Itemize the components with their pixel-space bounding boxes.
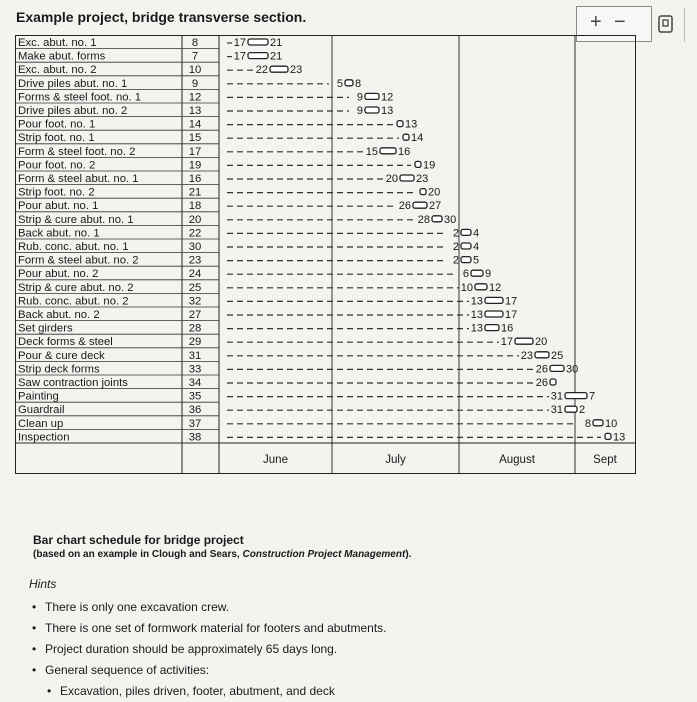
zoom-out-button[interactable]: −: [614, 11, 626, 33]
hints-list: [30, 597, 386, 702]
schedule-bar: [365, 107, 379, 113]
bar-end-label: 21: [270, 37, 283, 49]
schedule-bar: [485, 325, 499, 331]
bar-end-label: 12: [489, 281, 502, 294]
caption-title: Bar chart schedule for bridge project: [33, 533, 244, 547]
schedule-bar: [485, 297, 503, 303]
bar-end-label: 14: [411, 132, 424, 145]
bar-start-label: 17: [500, 336, 513, 349]
hint-item: • There is only one excavation crew.: [30, 597, 386, 618]
figure-title: Example project, bridge transverse section.: [16, 9, 307, 25]
activity-duration: 33: [188, 363, 202, 376]
activity-name: Inspection: [18, 431, 70, 444]
activity-name: Pour foot. no. 2: [18, 159, 96, 172]
activity-name: Pour foot. no. 1: [18, 118, 96, 131]
activity-duration: 38: [188, 431, 202, 444]
activity-name: Rub. conc. abut. no. 2: [18, 295, 129, 308]
schedule-bar: [550, 365, 564, 371]
hint-item: • There is one set of formwork material for footers and abutments.: [30, 618, 386, 639]
bar-end-label: 16: [398, 145, 411, 158]
activity-name: Form & steel abut. no. 2: [18, 254, 139, 267]
schedule-row: [15, 214, 456, 226]
bar-start-label: 2: [452, 241, 459, 253]
bar-end-label: 13: [613, 431, 626, 444]
schedule-bar: [400, 175, 414, 181]
activity-name: Pour abut. no. 2: [18, 268, 99, 281]
bar-end-label: 10: [605, 417, 618, 430]
schedule-row: [15, 200, 441, 212]
bar-start-label: 26: [535, 377, 548, 389]
schedule-bar: [461, 257, 471, 263]
schedule-row: [15, 268, 491, 280]
bar-end-label: 19: [423, 159, 436, 172]
activity-duration: 30: [188, 241, 202, 253]
month-label: Sept: [593, 454, 617, 466]
activity-duration: 10: [188, 64, 202, 77]
activity-name: Form & steel foot. no. 2: [18, 145, 136, 158]
schedule-bar: [605, 433, 611, 439]
bar-end-label: 4: [473, 241, 480, 253]
activity-name: Pour & cure deck: [18, 349, 105, 362]
bar-end-label: 20: [428, 186, 441, 199]
schedule-row: [15, 404, 585, 416]
bar-end-label: 13: [381, 105, 394, 117]
activity-name: Painting: [18, 390, 59, 403]
bar-end-label: 17: [505, 309, 518, 321]
hint-sub-item: • Excavation, piles driven, footer, abutment, and deck: [30, 681, 386, 702]
bar-end-label: 5: [473, 254, 480, 267]
activity-name: Clean up: [18, 417, 64, 430]
activity-name: Form & steel abut. no. 1: [18, 173, 139, 185]
bar-start-label: 9: [356, 105, 363, 117]
schedule-bar: [550, 379, 556, 385]
copy-icon[interactable]: [655, 13, 677, 35]
schedule-row: [15, 227, 479, 239]
activity-duration: 27: [188, 309, 202, 321]
schedule-bar: [475, 284, 487, 290]
schedule-row: [15, 78, 361, 90]
activity-name: Saw contraction joints: [18, 377, 128, 389]
bar-end-label: 21: [270, 50, 283, 63]
schedule-bar: [535, 352, 549, 358]
hint-item: • Project duration should be approximately 65 days long.: [30, 639, 386, 660]
gantt-chart: [15, 0, 655, 510]
schedule-row: [15, 391, 595, 403]
activity-duration: 25: [188, 281, 202, 294]
activity-duration: 7: [191, 50, 199, 63]
bar-start-label: 17: [233, 37, 246, 49]
bar-end-label: 23: [416, 173, 429, 185]
caption-suffix: ).: [405, 549, 412, 560]
activity-name: Drive piles abut. no. 1: [18, 77, 128, 90]
bar-end-label: 23: [290, 64, 303, 77]
schedule-bar: [365, 93, 379, 99]
schedule-bar: [432, 216, 442, 222]
bar-end-label: 4: [473, 227, 480, 240]
caption-book: Construction Project Management: [242, 549, 406, 560]
bar-start-label: 2: [452, 227, 459, 240]
bar-start-label: 15: [365, 145, 378, 158]
bar-end-label: 20: [535, 336, 548, 349]
activity-duration: 18: [188, 200, 202, 213]
activity-duration: 37: [188, 417, 202, 430]
schedule-row: [15, 309, 517, 321]
schedule-bar: [515, 338, 533, 344]
schedule-bar: [461, 229, 471, 235]
schedule-bar: [565, 393, 587, 399]
bar-start-label: 9: [356, 91, 363, 104]
schedule-bar: [380, 148, 396, 154]
activity-duration: 32: [188, 295, 202, 308]
schedule-row: [15, 295, 517, 307]
schedule-bar: [413, 202, 427, 208]
activity-duration: 35: [188, 390, 202, 403]
hints-heading: Hints: [29, 577, 57, 591]
schedule-bar: [403, 134, 409, 140]
month-label: August: [499, 454, 535, 466]
activity-duration: 17: [188, 145, 202, 158]
schedule-row: [15, 146, 410, 158]
chart-rows: [15, 37, 625, 443]
activity-duration: 19: [188, 159, 202, 172]
activity-duration: 28: [188, 322, 202, 335]
activity-name: Forms & steel foot. no. 1: [18, 91, 142, 104]
bar-end-label: 16: [501, 322, 514, 335]
schedule-row: [15, 255, 479, 267]
schedule-row: [15, 91, 393, 103]
activity-name: Make abut. forms: [18, 50, 106, 63]
activity-duration: 29: [188, 336, 202, 349]
bar-end-label: 25: [551, 349, 564, 362]
schedule-bar: [420, 189, 426, 195]
activity-name: Back abut. no. 1: [18, 227, 100, 240]
schedule-bar: [461, 243, 471, 249]
activity-name: Exc. abut. no. 2: [18, 64, 97, 77]
activity-duration: 21: [188, 186, 202, 199]
schedule-row: [15, 336, 547, 348]
schedule-row: [15, 418, 617, 430]
schedule-row: [15, 350, 563, 362]
schedule-row: [15, 282, 501, 294]
activity-name: Pour abut. no. 1: [18, 200, 99, 213]
schedule-row: [15, 51, 282, 63]
activity-name: Guardrail: [18, 404, 65, 417]
activity-name: Drive piles abut. no. 2: [18, 105, 128, 117]
schedule-bar: [345, 80, 353, 86]
bar-start-label: 22: [255, 64, 268, 77]
schedule-bar: [397, 121, 403, 127]
bar-start-label: 26: [535, 363, 548, 376]
bar-end-label: 13: [405, 118, 418, 131]
schedule-bar: [593, 420, 603, 426]
bar-start-label: 6: [462, 268, 469, 281]
bar-start-label: 23: [520, 349, 533, 362]
schedule-bar: [565, 406, 577, 412]
activity-duration: 22: [188, 227, 202, 240]
bar-start-label: 31: [550, 404, 563, 417]
bar-start-label: 5: [336, 77, 343, 90]
bar-start-label: 13: [470, 322, 483, 335]
activity-duration: 8: [191, 37, 199, 49]
activity-name: Back abut. no. 2: [18, 309, 100, 321]
schedule-row: [15, 173, 428, 185]
schedule-row: [15, 363, 578, 375]
bar-start-label: 13: [470, 295, 483, 308]
activity-duration: 20: [188, 213, 202, 226]
bar-start-label: 31: [550, 390, 563, 403]
month-axis: [263, 454, 618, 466]
activity-duration: 24: [188, 268, 202, 281]
bar-start-label: 20: [385, 173, 398, 185]
activity-duration: 34: [188, 377, 202, 389]
activity-duration: 12: [188, 91, 202, 104]
bar-start-label: 10: [460, 281, 473, 294]
bar-end-label: 12: [381, 91, 394, 104]
caption-subtitle: [33, 549, 411, 560]
bar-end-label: 7: [589, 390, 596, 403]
activity-duration: 9: [191, 77, 199, 90]
schedule-row: [15, 241, 479, 253]
zoom-in-button[interactable]: +: [590, 11, 602, 33]
schedule-row: [15, 37, 282, 49]
bar-start-label: 26: [398, 200, 411, 213]
bar-start-label: 13: [470, 309, 483, 321]
activity-name: Strip & cure abut. no. 1: [18, 213, 134, 226]
activity-name: Rub. conc. abut. no. 1: [18, 241, 129, 253]
bar-start-label: 17: [233, 50, 246, 63]
activity-name: Deck forms & steel: [18, 336, 113, 349]
schedule-row: [15, 105, 393, 117]
activity-name: Strip foot. no. 2: [18, 186, 95, 199]
activity-name: Strip deck forms: [18, 363, 100, 376]
schedule-bar: [415, 161, 421, 167]
schedule-bar: [270, 66, 288, 72]
schedule-bar: [248, 53, 268, 59]
bar-end-label: 30: [444, 213, 457, 226]
bar-start-label: 2: [452, 254, 459, 267]
schedule-bar: [485, 311, 503, 317]
caption-prefix: (based on an example in Clough and Sears,: [33, 549, 243, 560]
schedule-row: [15, 431, 625, 443]
activity-duration: 15: [188, 132, 202, 145]
hint-item: • General sequence of activities:: [30, 660, 386, 681]
bar-end-label: 9: [485, 268, 492, 281]
bar-end-label: 30: [566, 363, 579, 376]
panel-edge: [684, 8, 697, 42]
activity-duration: 23: [188, 254, 202, 267]
activity-duration: 14: [188, 118, 202, 131]
activity-duration: 31: [188, 349, 202, 362]
activity-name: Exc. abut. no. 1: [18, 37, 97, 49]
activity-duration: 16: [188, 173, 202, 185]
schedule-bar: [471, 270, 483, 276]
bar-end-label: 27: [429, 200, 442, 213]
month-label: June: [263, 454, 288, 466]
schedule-row: [15, 159, 435, 171]
schedule-row: [15, 323, 513, 335]
activity-name: Set girders: [18, 322, 73, 335]
bar-start-label: 8: [584, 417, 591, 430]
bar-end-label: 2: [579, 404, 586, 417]
schedule-row: [15, 187, 440, 199]
activity-name: Strip foot. no. 1: [18, 132, 95, 145]
month-label: July: [385, 454, 406, 466]
schedule-row: [15, 119, 417, 131]
schedule-row: [15, 377, 556, 389]
schedule-row: [15, 64, 302, 76]
bar-end-label: 17: [505, 295, 518, 308]
bar-start-label: 28: [417, 213, 430, 226]
activity-name: Strip & cure abut. no. 2: [18, 281, 134, 294]
schedule-bar: [248, 39, 268, 45]
bar-end-label: 8: [355, 77, 362, 90]
activity-duration: 13: [188, 105, 202, 117]
activity-duration: 36: [188, 404, 202, 417]
